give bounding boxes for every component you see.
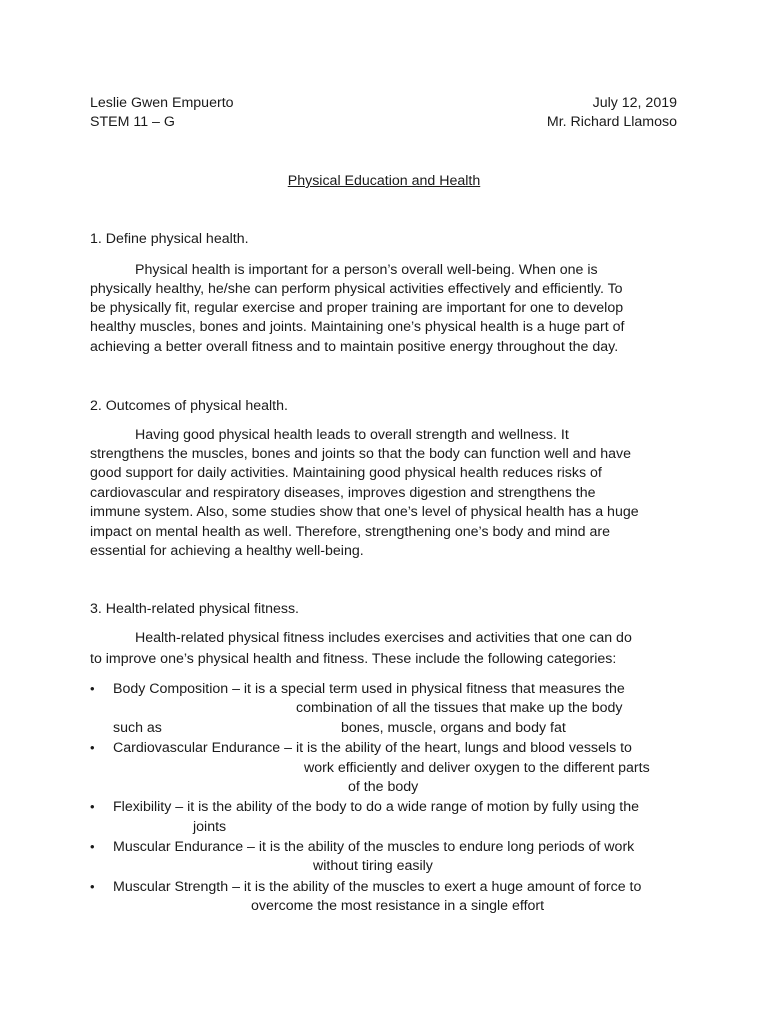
bullet-icon: •	[90, 681, 95, 696]
paragraph-line: cardiovascular and respiratory diseases, improves digestion and strengthens the	[90, 485, 596, 501]
question-heading: 1. Define physical health.	[90, 231, 249, 247]
section-label: STEM 11 – G	[90, 114, 175, 130]
paragraph-line: impact on mental health as well. Therefore, strengthening one’s body and mind are	[90, 524, 610, 540]
list-item-continuation: work efficiently and deliver oxygen to the different parts	[304, 760, 650, 776]
bullet-icon: •	[90, 799, 95, 814]
list-item-continuation: of the body	[348, 779, 419, 795]
teacher-name: Mr. Richard Llamoso	[546, 114, 677, 130]
document-title: Physical Education and Health	[287, 173, 481, 189]
question-heading: 2. Outcomes of physical health.	[90, 398, 288, 414]
list-item-continuation: without tiring easily	[313, 858, 433, 874]
paragraph-line: good support for daily activities. Maintaining good physical health reduces risks of	[90, 465, 602, 481]
paragraph-line: Health-related physical fitness includes exercises and activities that one can do	[135, 630, 632, 646]
list-item-continuation: overcome the most resistance in a single effort	[251, 898, 545, 914]
list-item-continuation: joints	[193, 819, 227, 835]
author-name: Leslie Gwen Empuerto	[90, 95, 234, 111]
list-item: Muscular Endurance – it is the ability of the muscles to endure long periods of work	[113, 839, 635, 855]
list-item: Muscular Strength – it is the ability of the muscles to exert a huge amount of force to	[113, 879, 642, 895]
list-item-continuation: combination of all the tissues that make up the body	[296, 700, 623, 716]
paragraph-line: immune system. Also, some studies show that one’s level of physical health has a huge	[90, 504, 639, 520]
paragraph-line: be physically fit, regular exercise and proper training are important for one to develop	[90, 300, 624, 316]
paragraph-line: healthy muscles, bones and joints. Maintaining one’s physical health is a huge part of	[90, 319, 625, 335]
paragraph-line: physically healthy, he/she can perform physical activities effectively and efficiently. To	[90, 281, 623, 297]
bullet-icon: •	[90, 740, 95, 755]
paragraph-line: strengthens the muscles, bones and joints so that the body can function well and have	[90, 446, 632, 462]
paragraph-line: essential for achieving a healthy well-being.	[90, 543, 364, 559]
paragraph-line: achieving a better overall fitness and to maintain positive energy throughout the day.	[90, 339, 619, 355]
paragraph-line: to improve one’s physical health and fitness. These include the following categories:	[90, 651, 617, 667]
bullet-icon: •	[90, 839, 95, 854]
list-item: Flexibility – it is the ability of the body to do a wide range of motion by fully using the	[113, 799, 640, 815]
list-item-continuation: bones, muscle, organs and body fat	[341, 720, 566, 736]
list-item-continuation: such as	[113, 720, 162, 736]
paragraph-line: Physical health is important for a person’s overall well-being. When one is	[135, 262, 598, 278]
date-label: July 12, 2019	[592, 95, 677, 111]
paragraph-line: Having good physical health leads to overall strength and wellness. It	[135, 427, 569, 443]
question-heading: 3. Health-related physical fitness.	[90, 601, 299, 617]
list-item: Body Composition – it is a special term used in physical fitness that measures the	[113, 681, 625, 697]
list-item: Cardiovascular Endurance – it is the ability of the heart, lungs and blood vessels to	[113, 740, 632, 756]
bullet-icon: •	[90, 879, 95, 894]
